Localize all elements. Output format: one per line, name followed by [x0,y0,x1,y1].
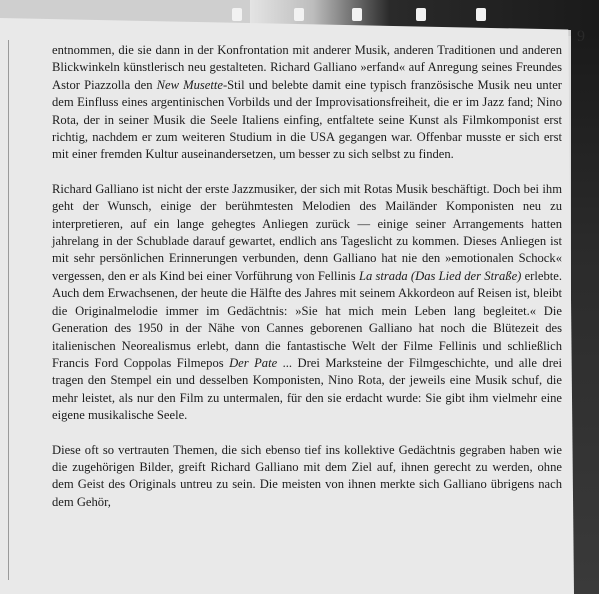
paragraph-3 [52,442,562,512]
dark-page-edge [571,30,599,594]
text-span: entnommen, die sie dann in der Konfrontation mit anderer Musik, anderen Traditionen und anderen Blickwinkeln künstlerisch neu gestalteten. Richard Galliano »erfand« auf Anregung seines Freundes Astor Piazzolla den [52,43,562,92]
film-perforation [352,8,362,21]
left-margin-rule [8,40,9,580]
text-span: erlebte. Auch dem Erwachsenen, der heute die Hälfte des Jahres mit seinem Akkordeon auf Reisen ist, bleibt die Originalmelodie immer im Gedächtnis: »Sie hat mich mein Leben lang begleitet.« Die Generation des 1950 in der Nähe von Cannes geborenen Galliano hat noch die Blütezeit des italienischen Neorealismus erlebt, dann die fantastische Welt der Filme Fellinis und schließlich Francis Ford Coppolas Filmepos [52,268,563,370]
text-span: Diese oft so vertrauten Themen, die sich ebenso tief ins kollektive Gedächtnis gegraben haben wie die zugehörigen Bilder, greift Richard Galliano mit dem Ziel auf, ihnen gerecht zu werden, ohne dem Geist des Originals untreu zu sein. Die meisten von ihnen merkte sich Galliano übrigens nach dem Gehör, [52,442,562,509]
film-perforation [232,8,242,21]
paragraph-2 [52,181,562,425]
page-number: 9 [577,28,585,45]
italic-title: La strada (Das Lied der Straße) [358,268,522,283]
paragraph-1 [52,42,562,164]
film-perforation [476,8,486,21]
text-span: ... Drei Marksteine der Filmgeschichte, und alle drei tragen den Stempel ein und desselben Komponisten, Nino Rota, der jeweils eine Musik schuf, die mehr leistet, als nur den Film zu untermalen, für den sie erdacht wurde: Sie gibt ihm vielmehr eine eigene musikalische Seele. [52,355,562,423]
italic-title: New Musette [156,77,223,92]
film-perforation [416,8,426,21]
text-span: Richard Galliano ist nicht der erste Jazzmusiker, der sich mit Rotas Musik beschäftigt. Doch bei ihm geht der Wunsch, einige der berühmtesten Melodien des Mailänder Komponisten neu zu interpretieren, auf ein lange gehegtes Anliegen zurück — einige seiner Arrangements hatten jahrelang in der Schublade darauf gewartet, endlich ans Tageslicht zu kommen. Dieses Anliegen ist mit sehr persönlichen Erinnerungen verbunden, denn Galliano hat nie den »emotionalen Schock« vergessen, den er als Kind bei einer Vorführung von Fellinis [52,181,562,283]
body-text [52,42,562,528]
film-perforation [294,8,304,21]
italic-title: Der Pate [229,355,278,370]
text-span: -Stil und belebte damit eine typisch französische Musik neu unter dem Einfluss eines argentinischen Vorbilds und der Improvisationsfreiheit, die er im Jazz fand; Nino Rota, der in seiner Musik die Seele Italiens einfing, entfaltete seine Kunst als Filmkomponist erst richtig, nachdem er zum weiteren Studium in die USA gegangen war. Offenbar musste er sich erst mit einer fremden Kultur auseinandersetzen, um besser zu sich selbst zu finden. [52,77,562,162]
